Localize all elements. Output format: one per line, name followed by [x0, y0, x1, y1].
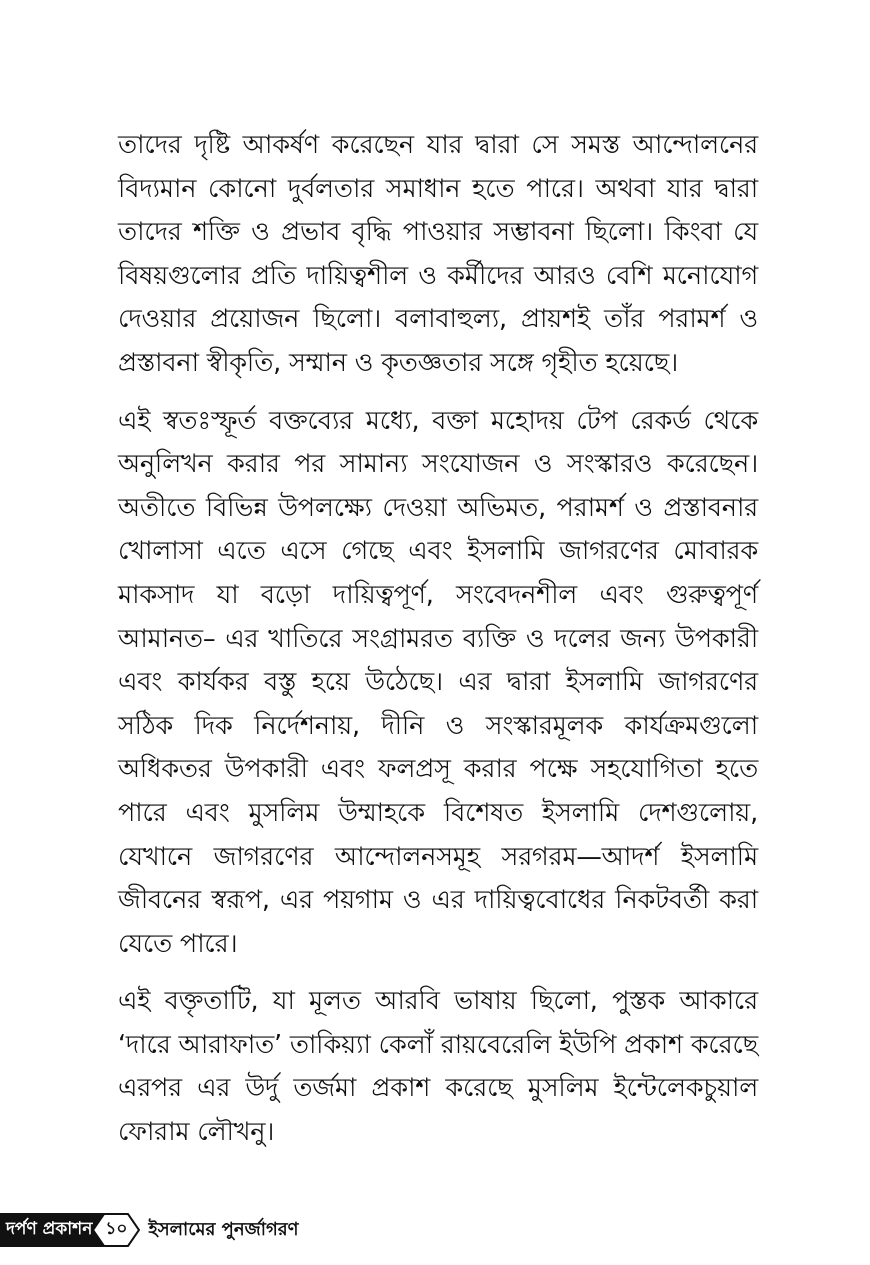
- paragraph-3: এই বক্তৃতাটি, যা মূলত আরবি ভাষায় ছিলো, পুস্তক আকারে ‘দারে আরাফাত’ তাকিয়্যা কেলাঁ রায়বেরেলি ইউপি প্রকাশ করেছে এরপর এর উর্দু তর্জমা প্রকাশ করেছে মুসলিম ইন্টেলেকচুয়াল ফোরাম লৌখনু।: [118, 986, 758, 1148]
- paragraph-1: তাদের দৃষ্টি আকর্ষণ করেছেন যার দ্বারা সে সমস্ত আন্দোলনের বিদ্যমান কোনো দুর্বলতার সমাধান হতে পারে। অথবা যার দ্বারা তাদের শক্তি ও প্রভাব বৃদ্ধি পাওয়ার সম্ভাবনা ছিলো। কিংবা যে বিষয়গুলোর প্রতি দায়িত্বশীল ও কর্মীদের আরও বেশি মনোযোগ দেওয়ার প্রয়োজন ছিলো। বলাবাহুল্য, প্রায়শই তাঁর পরামর্শ ও প্রস্তাবনা স্বীকৃতি, সম্মান ও কৃতজ্ঞতার সঙ্গে গৃহীত হয়েছে।: [118, 130, 758, 378]
- page-number: ১০: [105, 1219, 128, 1239]
- paragraph-2: এই স্বতঃস্ফূর্ত বক্তব্যের মধ্যে, বক্তা মহোদয় টেপ রেকর্ড থেকে অনুলিখন করার পর সামান্য সংযোজন ও সংস্কারও করেছেন। অতীতে বিভিন্ন উপলক্ষ্যে দেওয়া অভিমত, পরামর্শ ও প্রস্তাবনার খোলাসা এতে এসে গেছে এবং ইসলামি জাগরণের মোবারক মাকসাদ যা বড়ো দায়িত্বপূর্ণ, সংবেদনশীল এবং গুরুত্বপূর্ণ আমানত– এর খাতিরে সংগ্রামরত ব্যক্তি ও দলের জন্য উপকারী এবং কার্যকর বস্তু হয়ে উঠেছে। এর দ্বারা ইসলামি জাগরণের সঠিক দিক নির্দেশনায়, দীনি ও সংস্কারমূলক কার্যক্রমগুলো অধিকতর উপকারী এবং ফলপ্রসূ করার পক্ষে সহযোগিতা হতে পারে এবং মুসলিম উম্মাহকে বিশেষত ইসলামি দেশগুলোয়, যেখানে জাগরণের আন্দোলনসমূহ সরগরম—আদর্শ ইসলামি জীবনের স্বরূপ, এর পয়গাম ও এর দায়িত্ববোধের নিকটবর্তী করা যেতে পারে।: [118, 405, 758, 959]
- body-text: [118, 124, 758, 1169]
- page-footer: [0, 1210, 420, 1250]
- page-number-badge: [92, 1213, 140, 1247]
- book-title: ইসলামের পুনর্জাগরণ: [148, 1218, 299, 1240]
- publisher-label: দর্পণ প্রকাশন: [0, 1213, 114, 1247]
